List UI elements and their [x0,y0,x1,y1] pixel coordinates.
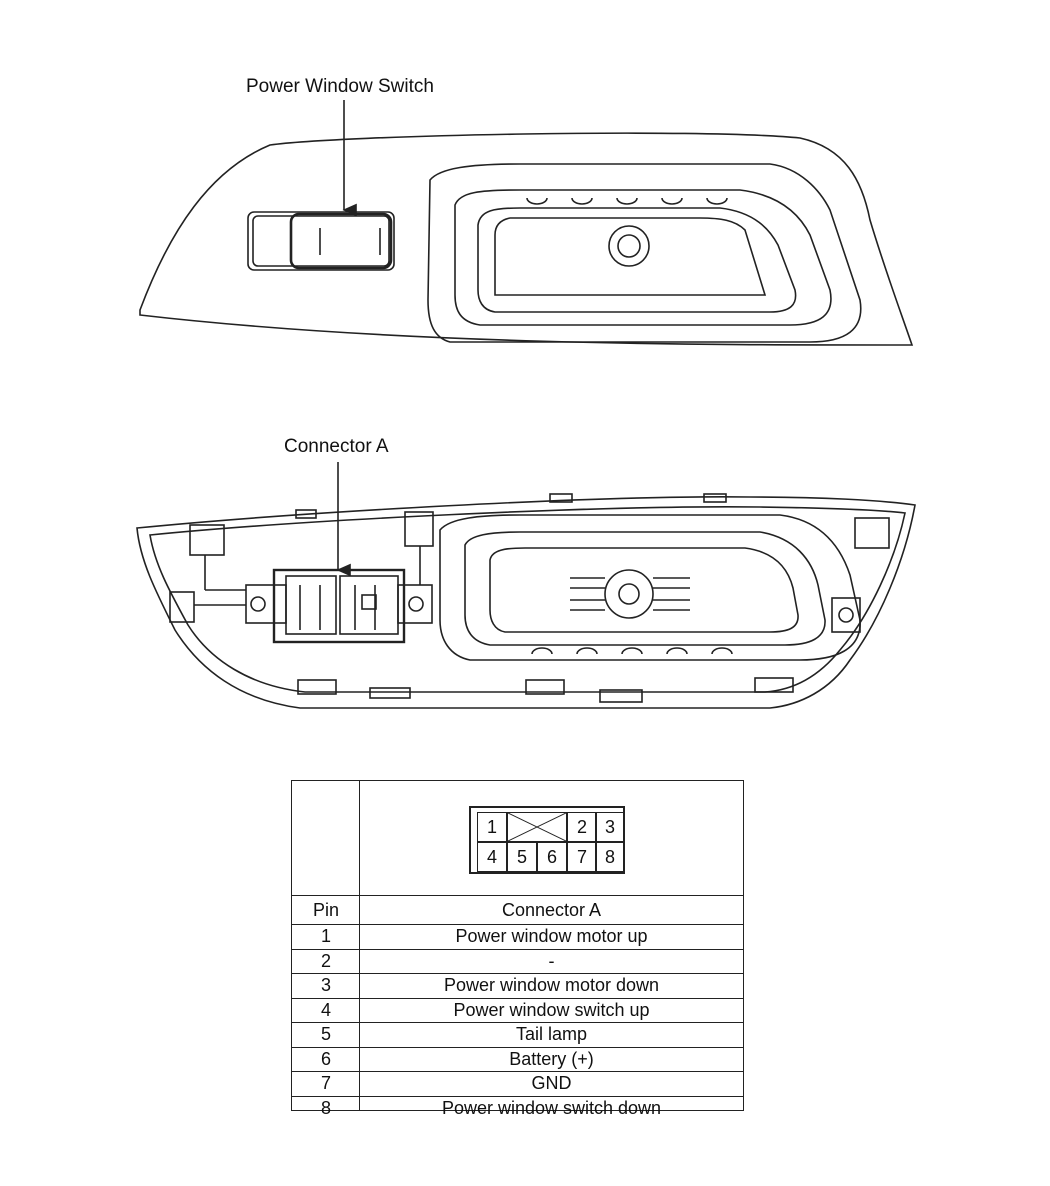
table-row [292,974,743,999]
pin-5-cell: 5 [507,842,537,872]
pin-description: Battery (+) [509,1048,594,1069]
pin-description: Tail lamp [515,1024,588,1045]
bottom-pocket [440,515,860,660]
pin-8-cell: 8 [595,842,625,872]
table-row [292,1048,743,1073]
pin-2-cell: 2 [567,812,597,842]
pocket-boss [605,570,653,618]
table-row [292,1072,743,1097]
pin-description: Power window switch up [453,999,650,1020]
power-window-switch-label: Power Window Switch [246,76,434,97]
pin-number: 1 [320,926,331,947]
pin-description: Power window motor up [455,926,648,947]
pin-number: 4 [320,999,331,1020]
table-row [292,925,743,950]
pin-6-cell: 6 [537,842,567,872]
pin-3-cell: 3 [595,812,625,842]
switch-housing [248,212,394,270]
pin-number: 5 [320,1024,331,1045]
table-row [292,1097,743,1121]
pin-table-rows [292,896,743,1120]
table-row [292,1023,743,1048]
pin-number: 3 [320,975,331,996]
blank-pin-cell [507,812,567,842]
pin-number: 2 [320,950,331,971]
blank-cross-icon [508,813,566,841]
switch-button [291,214,391,268]
pin-number: 6 [320,1048,331,1069]
table-row [292,999,743,1024]
top-panel-outline [140,133,912,345]
bottom-panel-outline [137,497,915,708]
connector-a-block [274,570,404,642]
table-header-row [292,896,743,925]
pin-description: Power window switch down [441,1097,662,1118]
pin-4-cell: 4 [477,842,507,872]
connector-a-label: Connector A [284,436,389,457]
connector-face-diagram [469,806,625,874]
pin-1-cell: 1 [477,812,507,842]
pin-description: Power window motor down [443,975,660,996]
table-row [292,950,743,975]
header-connector: Connector A [501,899,602,920]
pin-description: - [548,950,555,971]
pin-number: 7 [320,1073,331,1094]
pin-7-cell: 7 [567,842,597,872]
pin-number: 8 [320,1097,331,1118]
header-pin: Pin [312,899,339,920]
pin-description: GND [531,1073,572,1094]
pocket-screw [609,226,649,266]
